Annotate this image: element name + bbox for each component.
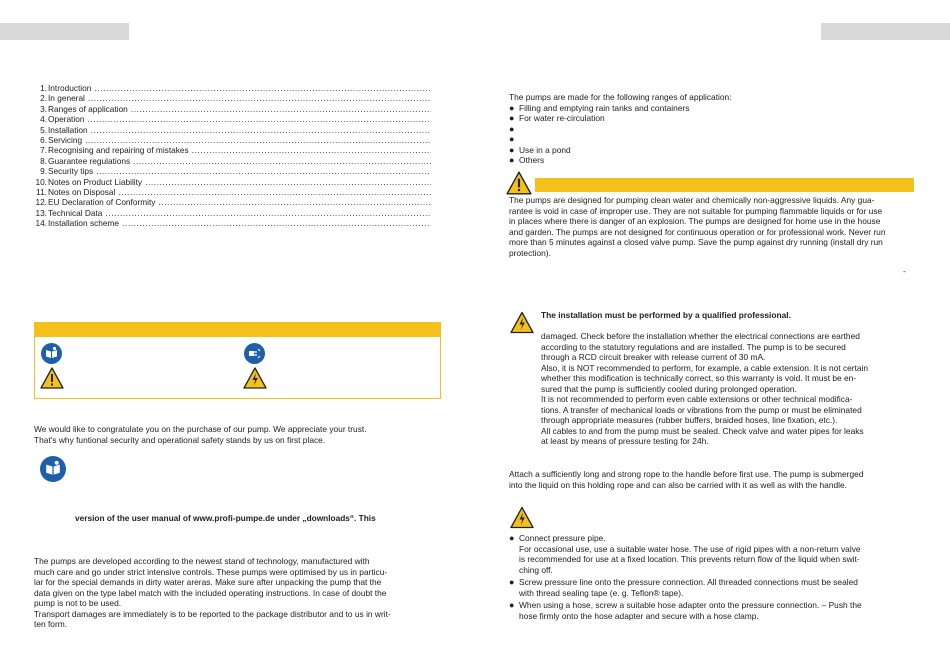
disconnect-plug-icon xyxy=(244,343,265,364)
warning-text xyxy=(509,195,921,258)
rope-text xyxy=(509,469,921,490)
toc-entry xyxy=(34,177,431,187)
toc-title: EU Declaration of Conformity xyxy=(48,197,156,208)
toc-number: 1. xyxy=(40,83,47,93)
toc-leader-dots xyxy=(158,197,431,207)
text-line: into the liquid on this holding rope and can also be carried with it as well as with the handle. xyxy=(509,479,847,490)
bullet-icon: ● xyxy=(509,123,515,134)
installation-steps xyxy=(509,533,921,623)
ranges-intro: The pumps are made for the following ranges of application: xyxy=(509,92,732,102)
toc-number: 14. xyxy=(35,218,47,229)
toc-entry xyxy=(34,93,431,103)
toc-number: 8. xyxy=(40,155,47,166)
toc-entry xyxy=(34,197,431,207)
text-line: Screw pressure line onto the pressure connection. All threaded connections must be sealed xyxy=(519,577,858,587)
toc-entry xyxy=(34,166,431,176)
text-line: whether this modification is technically correct, so this warranty is void. It must be en- xyxy=(541,373,857,383)
toc-title: Recognising and repairing of mistakes xyxy=(48,145,189,156)
introduction-text xyxy=(34,424,444,445)
text-line: Also, it is NOT recommended to perform, for example, a cable extension. It is not certain xyxy=(541,362,869,373)
toc-title: Technical Data xyxy=(48,207,103,218)
toc-title: Servicing xyxy=(48,134,83,145)
text-line: The pumps are developed according to the newest stand of technology, manufactured with xyxy=(34,556,370,566)
electrical-warning-icon-2 xyxy=(510,506,534,529)
toc-leader-dots xyxy=(87,114,431,124)
text-line: rantee is void in case of improper use. They are not suitable for pumping flammable liquids or for use xyxy=(509,205,883,216)
text-line: It is not recommended to perform even cable extensions or other technical modifica- xyxy=(541,394,853,404)
range-item-label: Filling and emptying rain tanks and containers xyxy=(519,102,690,113)
toc-entry xyxy=(34,145,431,155)
toc-entry xyxy=(34,218,431,228)
step-text xyxy=(519,577,858,598)
bullet-icon: ● xyxy=(509,577,515,587)
toc-entry xyxy=(34,135,431,145)
toc-entry xyxy=(34,208,431,218)
text-line: according to the statutory regulations and are installed. The pump is to be secured xyxy=(541,341,846,352)
general-warning-icon xyxy=(40,367,64,389)
toc-leader-dots xyxy=(94,83,431,93)
text-line: Transport damages are immediately is to be reported to the package distributor and to us in writ- xyxy=(34,608,391,619)
text-line: much care and go under strict intensive controls. These pumps were optimised by us in particu- xyxy=(34,566,388,577)
toc-entry xyxy=(34,83,431,93)
toc-title: Installation xyxy=(48,124,88,135)
text-line: with thread sealing tape (e. g. Teflon® tape). xyxy=(519,587,684,598)
toc-leader-dots xyxy=(118,187,431,197)
text-line: through appropriate measures (rubber buffers, braided hoses, line fixation, etc.). xyxy=(541,415,838,425)
text-line: ten form. xyxy=(34,619,68,629)
text-line: Attach a sufficiently long and strong rope to the handle before first use. The pump is submerged xyxy=(509,469,864,479)
range-item xyxy=(509,134,919,145)
toc-leader-dots xyxy=(122,218,431,228)
toc-number: 6. xyxy=(40,134,47,145)
text-line: through a RCD circuit breaker with release current of 30 mA. xyxy=(541,352,766,362)
dash-mark: - xyxy=(903,266,906,276)
toc-number: 12. xyxy=(35,197,47,208)
toc-number: 9. xyxy=(40,166,47,177)
toc-entry xyxy=(34,114,431,124)
toc-number: 11. xyxy=(36,186,47,197)
toc-leader-dots xyxy=(85,135,431,145)
warning-icon xyxy=(506,171,532,195)
toc-entry xyxy=(34,104,431,114)
text-line: For occasional use, use a suitable water hose. The use of rigid pipes with a non-return valve xyxy=(519,543,861,554)
installation-step xyxy=(509,600,921,621)
text-line: lar for the special demands in dirty water areras. Make sure after unpacking the pump that the xyxy=(34,577,382,587)
text-line: ching off. xyxy=(519,564,553,575)
installation-step xyxy=(509,533,921,575)
text-line: The pumps are designed for pumping clean water and chemically non-aggressive liquids. Any gua- xyxy=(509,195,875,205)
toc-number: 7. xyxy=(40,145,47,156)
installation-heading: The installation must be performed by a qualified professional. xyxy=(541,310,791,320)
range-item xyxy=(509,145,919,156)
toc-title: Notes on Product Liability xyxy=(48,176,143,187)
toc-leader-dots xyxy=(133,156,431,166)
bullet-icon: ● xyxy=(509,102,515,113)
ranges-list xyxy=(509,103,919,166)
toc-leader-dots xyxy=(192,145,431,155)
read-manual-large-icon xyxy=(40,456,66,482)
electrical-hazard-icon xyxy=(243,367,267,389)
text-line: is recommended for use at a fixed location. This prevents return flow of the liquid when swit- xyxy=(519,554,860,564)
text-line: When using a hose, screw a suitable hose adapter onto the pressure connection. – Push the xyxy=(519,600,862,610)
text-line: sured that the pump is sufficiently cooled during prolonged operation. xyxy=(541,383,797,394)
bullet-icon: ● xyxy=(509,134,515,144)
bullet-icon: ● xyxy=(509,155,515,165)
table-of-contents xyxy=(34,83,431,228)
toc-leader-dots xyxy=(131,104,431,114)
range-item-label: For water re-circulation xyxy=(519,113,605,123)
text-line: more than 5 minutes against a closed valve pump. Save the pump against dry running (install dry run xyxy=(509,237,883,247)
step-text xyxy=(519,600,862,621)
toc-entry xyxy=(34,156,431,166)
toc-number: 5. xyxy=(40,124,47,135)
installation-text xyxy=(541,331,921,447)
manual-download-note: version of the user manual of www.profi-pumpe.de under „downloads“. This xyxy=(75,513,376,523)
range-item-label: Use in a pond xyxy=(519,144,571,155)
bullet-icon: ● xyxy=(509,533,515,543)
text-line: pump is not to be used. xyxy=(34,598,122,608)
range-item xyxy=(509,124,919,135)
text-line: hose firmly onto the hose adapter and secure with a hose clamp. xyxy=(519,610,759,621)
toc-leader-dots xyxy=(105,208,431,218)
text-line: Connect pressure pipe. xyxy=(519,533,606,543)
toc-entry xyxy=(34,125,431,135)
step-text xyxy=(519,533,861,575)
text-line: at least by means of pressure testing for 24h. xyxy=(541,436,709,446)
toc-entry xyxy=(34,187,431,197)
text-line: in places where there is danger of an explosion. The pumps are designed for home use in the house xyxy=(509,216,881,226)
safety-symbols-box xyxy=(34,322,441,399)
read-manual-icon xyxy=(41,343,62,364)
toc-number: 2. xyxy=(40,93,47,104)
text-line: That's why funtional security and operational safety stands by us on first place. xyxy=(34,434,326,445)
right-header-tab xyxy=(821,23,950,40)
bullet-icon: ● xyxy=(509,600,515,610)
text-line: damaged. Check before the installation whether the electrical connections are earthed xyxy=(541,331,860,341)
general-text xyxy=(34,556,444,630)
safety-box-header xyxy=(35,323,440,337)
text-line: data given on the type label match with the included operating instructions. In case of doubt the xyxy=(34,587,387,598)
toc-title: Operation xyxy=(48,114,85,125)
toc-title: Ranges of application xyxy=(48,103,128,114)
text-line: protection). xyxy=(509,247,551,258)
range-item xyxy=(509,103,919,114)
range-item xyxy=(509,113,919,124)
toc-title: Guarantee regulations xyxy=(48,155,131,166)
toc-number: 3. xyxy=(40,103,47,114)
toc-number: 4. xyxy=(40,114,47,125)
toc-title: In general xyxy=(48,93,85,104)
range-item-label: Others xyxy=(519,155,545,165)
toc-title: Notes on Disposal xyxy=(48,186,116,197)
toc-number: 13. xyxy=(35,207,47,218)
left-header-tab xyxy=(0,23,129,40)
warning-bar xyxy=(535,178,914,192)
range-item xyxy=(509,155,919,166)
text-line: All cables to and from the pump must be sealed. Check valve and water pipes for leaks xyxy=(541,425,864,436)
toc-number: 10. xyxy=(35,176,47,187)
toc-leader-dots xyxy=(145,177,431,187)
toc-leader-dots xyxy=(88,93,431,103)
text-line: tions. A transfer of mechanical loads or vibrations from the pump or must be eliminated xyxy=(541,404,862,415)
bullet-icon: ● xyxy=(509,144,515,155)
text-line: We would like to congratulate you on the purchase of our pump. We appreciate your trust. xyxy=(34,424,367,434)
bullet-icon: ● xyxy=(509,113,515,123)
electrical-warning-icon xyxy=(510,311,534,334)
toc-title: Introduction xyxy=(48,83,92,93)
toc-title: Installation scheme xyxy=(48,218,120,229)
toc-title: Security tips xyxy=(48,166,94,177)
toc-leader-dots xyxy=(96,166,431,176)
installation-step xyxy=(509,577,921,598)
toc-leader-dots xyxy=(91,125,431,135)
ranges-of-application xyxy=(509,92,919,166)
text-line: and garden. The pumps are not designed for continuous operation or for professional work. Never run xyxy=(509,226,886,237)
